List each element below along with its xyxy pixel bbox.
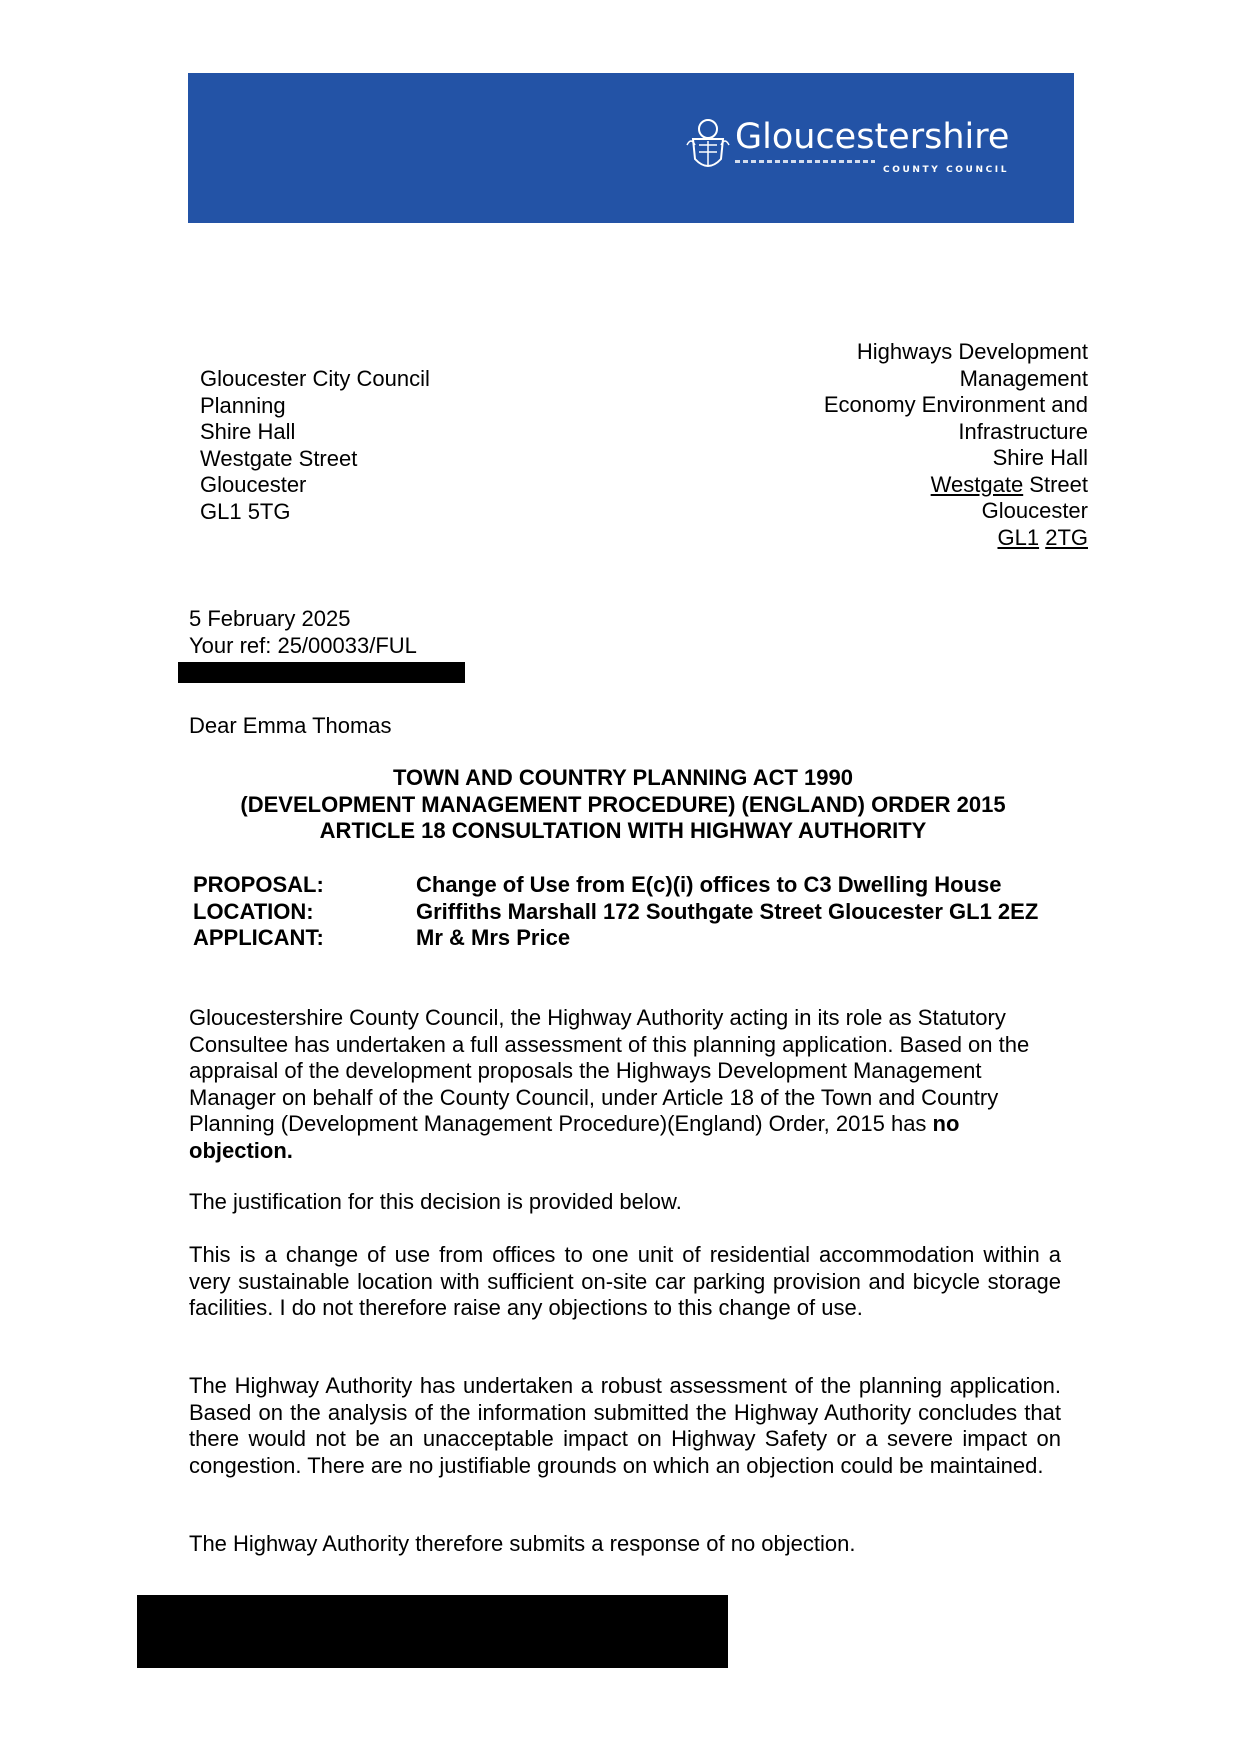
sender-address-street	[824, 472, 1088, 499]
street-name: Westgate	[930, 471, 1024, 497]
crest-icon	[685, 115, 731, 177]
applicant-value: Mr & Mrs Price	[416, 925, 571, 950]
logo-subtitle: COUNTY COUNCIL	[883, 165, 1010, 175]
applicant-row	[193, 925, 1056, 952]
recipient-address-line: Shire Hall	[200, 419, 296, 444]
postcode-inward: 2TG	[1045, 524, 1088, 550]
highway-assessment-paragraph: The Highway Authority has undertaken a robust assessment of the planning application. Based on the analysis of the information submitted the Highway Authority concludes that there would not be an unacceptable impact on Highway Safety or a severe impact on congestion. There are no justifiable grounds on which an objection could be maintained.	[189, 1373, 1061, 1478]
title-line: TOWN AND COUNTRY PLANNING ACT 1990	[392, 765, 853, 790]
conclusion-paragraph: The Highway Authority therefore submits a response of no objection.	[189, 1531, 856, 1556]
logo-wordmark: Gloucestershire	[735, 117, 1010, 157]
sender-address-line: Shire Hall	[992, 445, 1088, 470]
location-label: LOCATION:	[193, 898, 314, 924]
salutation: Dear Emma Thomas	[189, 713, 392, 738]
sender-address-postcode	[824, 525, 1088, 552]
redaction-bar	[178, 662, 465, 683]
letter-date: 5 February 2025	[189, 606, 351, 631]
location-row	[193, 899, 1056, 926]
sender-address-line: Highways Development	[856, 339, 1088, 364]
sender-address-line: Gloucester	[981, 498, 1088, 523]
assessment-paragraph	[189, 1005, 1069, 1164]
logo-divider	[735, 160, 875, 163]
your-reference: Your ref: 25/00033/FUL	[189, 632, 417, 658]
justification-intro: The justification for this decision is provided below.	[189, 1189, 682, 1214]
signature-redaction	[137, 1595, 728, 1668]
recipient-address-line: Gloucester	[200, 472, 307, 497]
county-council-logo	[685, 115, 1025, 181]
no-objection-emphasis: no objection.	[189, 1111, 960, 1163]
applicant-label: APPLICANT:	[193, 925, 324, 950]
assessment-text: Gloucestershire County Council, the Highway Authority acting in its role as Statutory Consultee has undertaken a full assessment of this planning application. Based on the appraisal of the development proposals the Highways Development Management Manager on behalf of the County Council, under Article 18 of the Town and Country Planning (Development Management Procedure)(England) Order, 2015 has	[189, 1005, 1030, 1136]
recipient-address-line: Westgate Street	[200, 445, 358, 471]
sender-address-line: Infrastructure	[958, 418, 1088, 444]
street-suffix: Street	[1023, 471, 1088, 497]
sender-address	[824, 339, 1088, 551]
recipient-address	[200, 366, 430, 525]
header-banner	[188, 73, 1074, 223]
title-line: (DEVELOPMENT MANAGEMENT PROCEDURE) (ENGLAND) ORDER 2015	[240, 791, 1006, 817]
proposal-value: Change of Use from E(c)(i) offices to C3 Dwelling House	[416, 872, 1002, 897]
date-reference-block	[189, 606, 417, 659]
letter-title	[189, 765, 1057, 845]
recipient-address-line: Planning	[200, 392, 286, 418]
sender-address-line: Management	[959, 365, 1088, 391]
recipient-address-line: GL1 5TG	[200, 498, 291, 524]
change-of-use-paragraph: This is a change of use from offices to one unit of residential accommodation within a very sustainable location with sufficient on-site car parking provision and bicycle storage facilities. I do not therefore raise any objections to this change of use.	[189, 1242, 1061, 1320]
recipient-address-line: Gloucester City Council	[200, 366, 430, 391]
application-details	[193, 872, 1056, 952]
location-value: Griffiths Marshall 172 Southgate Street Gloucester GL1 2EZ	[416, 898, 1039, 924]
postcode-outward: GL1	[997, 524, 1040, 550]
title-line: ARTICLE 18 CONSULTATION WITH HIGHWAY AUTHORITY	[319, 818, 927, 843]
proposal-row	[193, 872, 1056, 899]
proposal-label: PROPOSAL:	[193, 872, 324, 897]
sender-address-line: Economy Environment and	[823, 392, 1088, 417]
